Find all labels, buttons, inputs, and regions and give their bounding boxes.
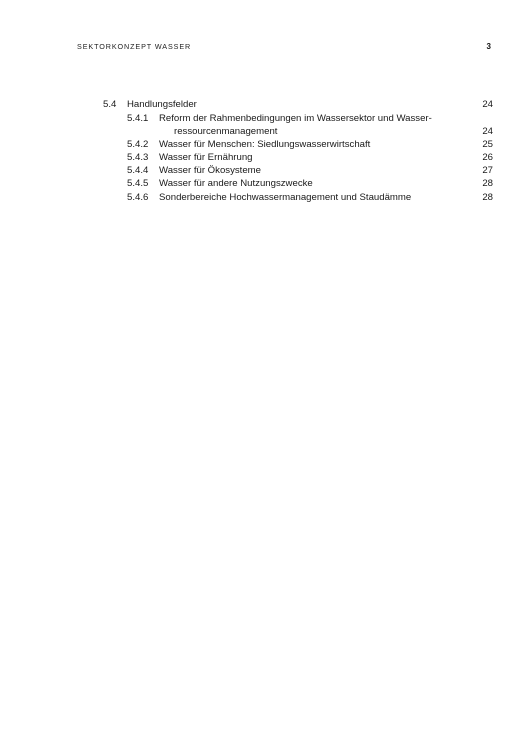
toc-entry-number: 5.4.6 xyxy=(127,192,149,203)
toc-entry-number: 5.4.3 xyxy=(127,152,149,163)
toc-entry-5-4-2[interactable] xyxy=(127,138,493,151)
toc-entry-5-4-1[interactable] xyxy=(127,112,493,125)
toc-entry-5-4-5[interactable] xyxy=(127,177,493,190)
toc-entry-page: 24 xyxy=(482,126,493,137)
toc-entry-page: 27 xyxy=(482,165,493,176)
toc-entry-5-4-3[interactable] xyxy=(127,151,493,164)
toc-entry-title: Sonderbereiche Hochwassermanagement und Staudämme xyxy=(159,192,412,203)
toc-entry-5-4-4[interactable] xyxy=(127,164,493,177)
toc-entry-title: Handlungsfelder xyxy=(127,99,197,110)
running-title: SEKTORKONZEPT WASSER xyxy=(77,42,192,51)
toc-entry-page: 24 xyxy=(482,99,493,110)
toc-entry-number: 5.4 xyxy=(103,99,117,110)
toc-entry-page: 28 xyxy=(482,192,493,203)
toc-entry-number: 5.4.4 xyxy=(127,165,149,176)
toc-entry-title-line2: ressourcenmanagement xyxy=(174,126,278,137)
running-head xyxy=(77,41,493,53)
toc-entry-number: 5.4.5 xyxy=(127,178,149,189)
toc-entry-5-4-6[interactable] xyxy=(127,191,493,204)
toc-entry-title: Wasser für andere Nutzungszwecke xyxy=(159,178,313,189)
toc-entry-title-line1: Reform der Rahmenbedingungen im Wassersektor und Wasser- xyxy=(159,113,432,124)
toc-entry-page: 28 xyxy=(482,178,493,189)
toc-entry-page: 26 xyxy=(482,152,493,163)
toc-entry-title: Wasser für Ernährung xyxy=(159,152,253,163)
toc-entry-5-4[interactable] xyxy=(103,98,493,111)
toc-entry-title: Wasser für Menschen: Siedlungswasserwirtschaft xyxy=(159,139,371,150)
toc-entry-number: 5.4.2 xyxy=(127,139,149,150)
page-number: 3 xyxy=(486,42,491,51)
toc-entry-page: 25 xyxy=(482,139,493,150)
toc-entry-title: Wasser für Ökosysteme xyxy=(159,165,261,176)
toc-entry-number: 5.4.1 xyxy=(127,113,149,124)
toc-entry-5-4-1-continued[interactable] xyxy=(127,125,493,138)
